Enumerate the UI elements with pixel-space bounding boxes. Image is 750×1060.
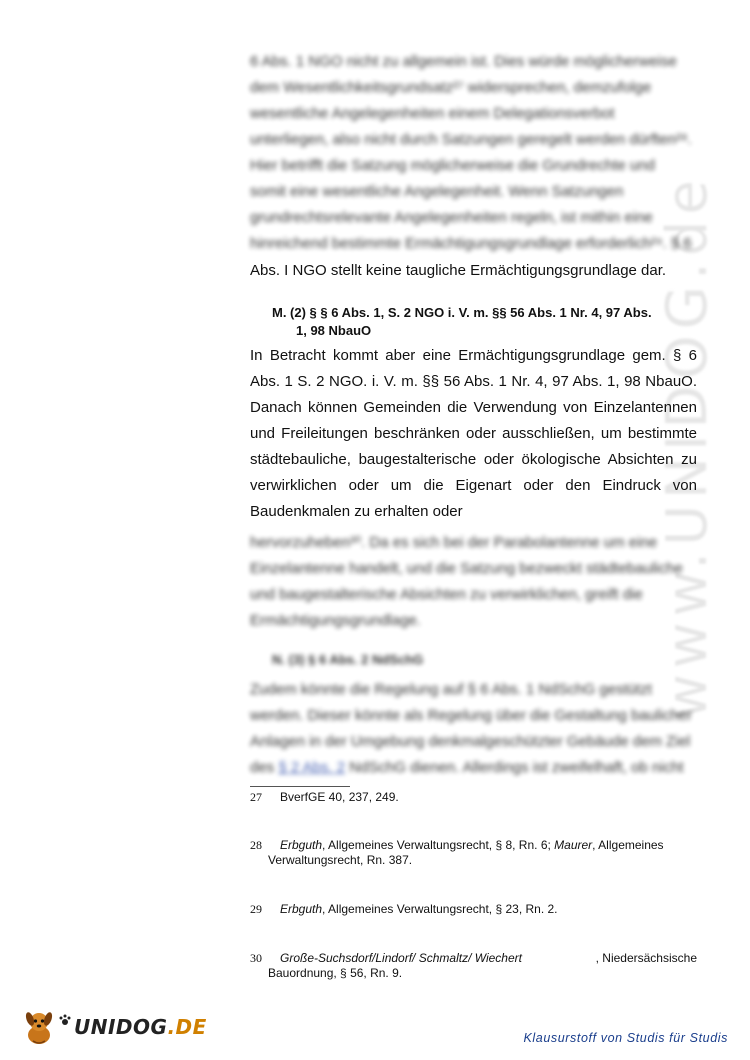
footnote-text: , Allgemeines Verwaltungsrecht, § 8, Rn. 6;	[322, 838, 555, 852]
footnote-first-line	[250, 951, 697, 966]
text-fragment: NdSchG dienen. Allerdings ist zweifelhaft, ob nicht	[345, 759, 684, 776]
text-line: Einzelantenne handelt, und die Satzung bezweckt städtebauliche	[250, 560, 683, 577]
footnote-continuation: Verwaltungsrecht, Rn. 387.	[268, 853, 413, 867]
visible-text-line: Abs. I NGO stellt keine taugliche Ermächtigungsgrundlage dar.	[250, 262, 667, 279]
text-line: unterliegen, also nicht durch Satzungen geregelt werden dürften²⁸.	[250, 131, 692, 148]
footnote-author: Erbguth	[280, 838, 323, 852]
unidog-logo	[22, 1008, 207, 1046]
main-paragraph: In Betracht kommt aber eine Ermächtigungsgrundlage gem. § 6 Abs. 1 S. 2 NGO. i. V. m. §§ 56 Abs. 1 Nr. 4, 97 Abs. 1, 98 NbauO. Danach können Gemeinden die Verwendung von Einzelantennen und Freileitungen beschränken oder ausschließen, um bestimmte städtebauliche, baugestalterische oder ökologische Absichten zu verwirklichen oder um die Eigenart oder den Eindruck von Baudenkmalen zu erhalten oder	[250, 347, 697, 520]
footnote-text: , Allgemeines	[592, 838, 664, 852]
footnote-author: Maurer	[554, 838, 593, 852]
text-line: Anlagen in der Umgebung denkmalgeschützter Gebäude dem Ziel	[250, 733, 691, 750]
paw-icon	[58, 1013, 72, 1027]
text-line: Zudem könnte die Regelung auf § 6 Abs. 1 NdSchG gestützt	[250, 681, 652, 698]
law-reference-link[interactable]: § 2 Abs. 2	[278, 759, 346, 776]
footnote-author: Große-Suchsdorf/Lindorf/ Schmaltz/ Wiechert	[280, 951, 522, 965]
footnote-number: 30	[250, 951, 262, 965]
footnote-author: Erbguth	[280, 902, 323, 916]
footnote-continuation: Bauordnung, § 56, Rn. 9.	[268, 966, 403, 980]
section-heading-n: N. (3) § 6 Abs. 2 NdSchG	[272, 652, 424, 667]
text-line: und baugestalterische Absichten zu verwirklichen, greift die	[250, 586, 643, 603]
text-line: 6 Abs. 1 NGO nicht zu allgemein ist. Dies würde möglicherweise	[250, 53, 677, 70]
heading-line-2: 1, 98 NbauO	[296, 323, 372, 338]
logo-wordmark	[74, 1015, 207, 1039]
text-line: wesentliche Angelegenheiten einem Delegationsverbot	[250, 105, 615, 122]
text-line	[250, 755, 697, 781]
footnote-number: 27	[250, 790, 262, 804]
footnote-text: , Allgemeines Verwaltungsrecht, § 23, Rn. 2.	[322, 902, 558, 916]
text-line: hervorzuheben³⁰. Da es sich bei der Parabolantenne um eine	[250, 534, 658, 551]
footnote-27	[250, 790, 697, 805]
text-fragment: des	[250, 759, 279, 776]
footnote-28	[250, 838, 697, 868]
text-line: werden. Dieser könnte als Regelung über die Gestaltung baulicher	[250, 707, 692, 724]
logo-name: UNIDOG	[74, 1015, 168, 1039]
text-line: dem Wesentlichkeitsgrundsatz²⁷ widersprechen, demzufolge	[250, 79, 652, 96]
footnote-separator	[250, 786, 350, 787]
footnote-number: 29	[250, 902, 262, 916]
logo-suffix: .DE	[167, 1015, 207, 1039]
dog-mascot-icon	[22, 1008, 56, 1046]
text-line: somit eine wesentliche Angelegenheit. Wenn Satzungen	[250, 183, 624, 200]
footnote-text: , Niedersächsische	[595, 951, 697, 965]
section-heading-m	[272, 304, 697, 340]
footnote-number: 28	[250, 838, 262, 852]
text-line: Hier betrifft die Satzung möglicherweise die Grundrechte und	[250, 157, 655, 174]
footer-tagline: Klausurstoff von Studis für Studis	[523, 1031, 728, 1045]
text-line: Ermächtigungsgrundlage.	[250, 612, 421, 629]
footnote-29	[250, 902, 697, 917]
footnote-30	[250, 951, 697, 981]
text-line: grundrechtsrelevante Angelegenheiten regeln, ist mithin eine	[250, 209, 653, 226]
footnote-text: BverfGE 40, 237, 249.	[280, 790, 399, 804]
heading-line-1: M. (2) § § 6 Abs. 1, S. 2 NGO i. V. m. §§ 56 Abs. 1 Nr. 4, 97 Abs.	[272, 305, 652, 320]
text-line: hinreichend bestimmte Ermächtigungsgrundlage erforderlich²⁹. § 6	[250, 235, 692, 252]
watermark-text: www.UNIDOG.de	[655, 174, 720, 720]
